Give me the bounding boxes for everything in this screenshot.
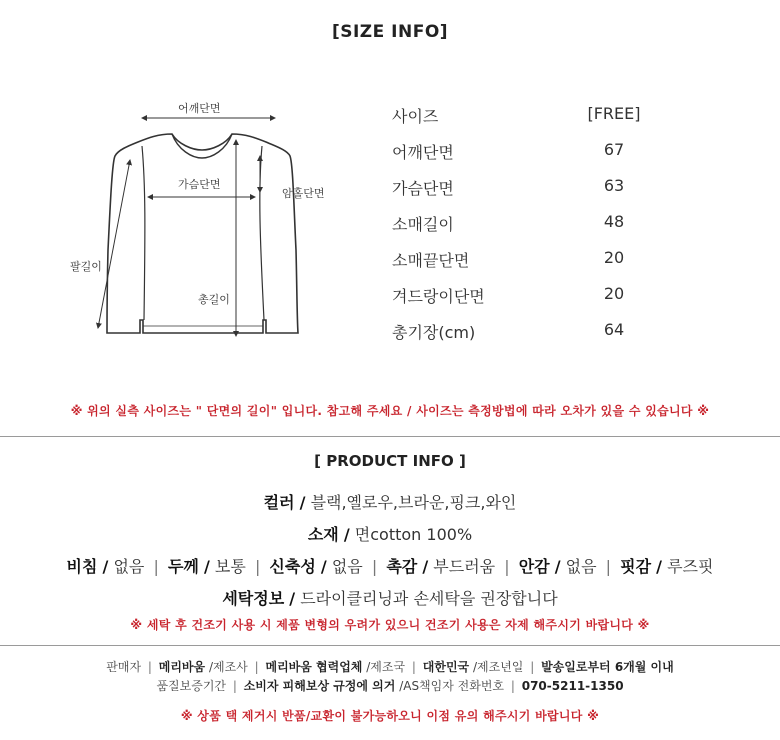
footer-pipe: | xyxy=(232,679,237,693)
material-key: 소재 xyxy=(307,525,339,544)
maker-key: /제조사 xyxy=(208,660,248,674)
see-through-key: 비침 xyxy=(66,557,98,576)
size-row-chest xyxy=(392,172,672,208)
product-info-title: [ PRODUCT INFO ] xyxy=(314,452,466,470)
attr-slash: / xyxy=(422,557,429,576)
diagram-label-chest: 가슴단면 xyxy=(178,178,221,191)
diagram-label-armhole: 암홀단면 xyxy=(282,187,325,200)
touch-key: 촉감 xyxy=(386,557,418,576)
footer-pipe: | xyxy=(411,660,416,674)
fit-key: 핏감 xyxy=(620,557,652,576)
size-label: 가슴단면 xyxy=(392,179,454,198)
tshirt-outline-drawing xyxy=(60,90,360,360)
material-slash: / xyxy=(343,525,350,544)
date-key: /제조년일 xyxy=(472,660,524,674)
size-row-armpit xyxy=(392,280,672,316)
lining-key: 안감 xyxy=(518,557,550,576)
size-row-sleeve-length xyxy=(392,208,672,244)
attr-slash: / xyxy=(102,557,109,576)
size-value: 20 xyxy=(603,284,625,303)
product-material-line xyxy=(0,522,780,545)
size-label: 총기장(cm) xyxy=(392,323,476,342)
footer-pipe: | xyxy=(254,660,259,674)
attr-pipe: | xyxy=(504,557,510,576)
warranty-value: 소비자 피해보상 규정에 의거 xyxy=(243,679,396,693)
footer-line-2 xyxy=(0,677,780,694)
color-slash: / xyxy=(299,493,306,512)
size-label: 소매끝단면 xyxy=(392,251,470,270)
laundry-notice: ※ 세탁 후 건조기 사용 시 제품 변형의 우려가 있으니 건조기 사용은 자제 해주시기 바랍니다 ※ xyxy=(130,618,650,632)
size-row-total-length xyxy=(392,316,672,352)
attr-slash: / xyxy=(656,557,662,576)
attr-pipe: | xyxy=(371,557,378,576)
seller-value: 메리바움 xyxy=(158,660,206,674)
product-color-line xyxy=(0,490,780,513)
diagram-label-sleeve: 팔길이 xyxy=(70,260,102,273)
diagram-label-length: 총길이 xyxy=(198,293,230,306)
elastic-key: 신축성 xyxy=(269,557,316,576)
divider-bottom xyxy=(0,645,780,646)
footer-pipe: | xyxy=(510,679,515,693)
size-label: 겨드랑이단면 xyxy=(392,287,485,306)
size-label: 어깨단면 xyxy=(392,143,454,162)
size-value: 67 xyxy=(603,140,625,159)
garment-diagram xyxy=(60,90,360,360)
size-value: 63 xyxy=(603,176,625,195)
thickness-value: 보통 xyxy=(214,557,246,576)
size-value: [FREE] xyxy=(587,104,641,123)
size-value: 64 xyxy=(603,320,625,339)
material-value: 면cotton 100% xyxy=(354,525,473,544)
attr-pipe: | xyxy=(254,557,261,576)
size-info-title: [SIZE INFO] xyxy=(331,22,449,42)
size-label: 사이즈 xyxy=(392,107,439,126)
lining-value: 없음 xyxy=(565,557,597,576)
product-laundry-line xyxy=(0,586,780,609)
diagram-label-shoulder: 어깨단면 xyxy=(178,102,221,115)
size-table xyxy=(392,100,672,352)
size-row-cuff xyxy=(392,244,672,280)
attr-pipe: | xyxy=(605,557,612,576)
seller-key: 판매자 xyxy=(106,660,142,674)
date-value: 발송일로부터 6개월 이내 xyxy=(541,660,674,674)
country-key: /제조국 xyxy=(366,660,406,674)
size-row-shoulder xyxy=(392,136,672,172)
footer-pipe: | xyxy=(147,660,152,674)
attr-slash: / xyxy=(203,557,210,576)
laundry-key: 세탁정보 xyxy=(222,589,285,608)
attr-slash: / xyxy=(554,557,561,576)
laundry-slash: / xyxy=(289,589,296,608)
thickness-key: 두께 xyxy=(167,557,199,576)
size-value: 48 xyxy=(603,212,625,231)
product-attributes-line xyxy=(0,554,780,577)
size-label: 소매길이 xyxy=(392,215,454,234)
as-value: 070-5211-1350 xyxy=(521,679,624,693)
attr-pipe: | xyxy=(153,557,159,576)
see-through-value: 없음 xyxy=(113,557,145,576)
size-notice: ※ 위의 실측 사이즈는 " 단면의 길이" 입니다. 참고해 주세요 / 사이즈는 측정방법에 따라 오차가 있을 수 있습니다 ※ xyxy=(70,404,710,418)
return-notice: ※ 상품 택 제거시 반품/교환이 불가능하오니 이점 유의 해주시기 바랍니다 ※ xyxy=(180,709,600,723)
divider-top xyxy=(0,436,780,437)
color-key: 컬러 xyxy=(263,493,295,512)
elastic-value: 없음 xyxy=(331,557,363,576)
country-value: 대한민국 xyxy=(422,660,470,674)
warranty-key: 품질보증기간 xyxy=(156,679,227,693)
laundry-value: 드라이클리닝과 손세탁을 권장합니다 xyxy=(300,589,558,608)
fit-value: 루즈핏 xyxy=(667,557,714,576)
attr-slash: / xyxy=(320,557,327,576)
touch-value: 부드러움 xyxy=(433,557,496,576)
as-key: /AS책임자 전화번호 xyxy=(399,679,505,693)
color-value: 블랙,옐로우,브라운,핑크,와인 xyxy=(310,493,517,512)
size-value: 20 xyxy=(603,248,625,267)
maker-value: 메리바움 협력업체 xyxy=(265,660,363,674)
footer-pipe: | xyxy=(530,660,535,674)
footer-line-1 xyxy=(0,658,780,675)
size-row-size xyxy=(392,100,672,136)
